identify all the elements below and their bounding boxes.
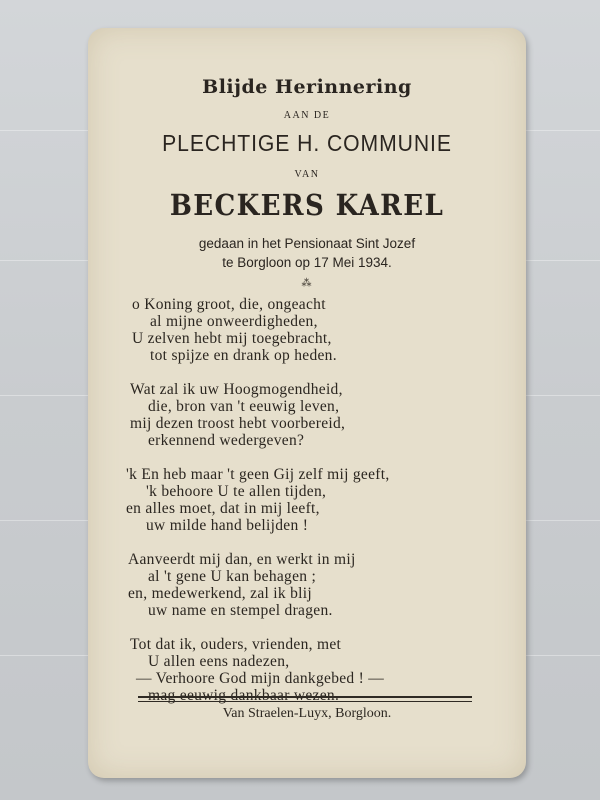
poem-line: Aanveerdt mij dan, en werkt in mij xyxy=(128,551,356,568)
poem-line: Tot dat ik, ouders, vrienden, met xyxy=(130,636,342,653)
poem-line: erkennend wedergeven? xyxy=(148,432,305,449)
poem-line: uw milde hand belijden ! xyxy=(146,517,309,534)
poem-line: mij dezen troost hebt voorbereid, xyxy=(130,415,346,432)
poem-stanza xyxy=(124,381,504,449)
poem-line: al 't gene U kan behagen ; xyxy=(148,568,317,585)
poem-line: 'k En heb maar 't geen Gij zelf mij geeft, xyxy=(126,466,390,483)
poem-line: — Verhoore God mijn dankgebed ! — xyxy=(136,670,385,687)
memorial-card xyxy=(88,28,526,778)
occasion-title: PLECHTIGE H. COMMUNIE xyxy=(162,130,452,156)
poem-line: al mijne onweerdigheden, xyxy=(150,313,318,330)
poem-line: uw name en stempel dragen. xyxy=(148,602,333,619)
poem-line: die, bron van 't eeuwig leven, xyxy=(148,398,340,415)
poem-line: U allen eens nadezen, xyxy=(148,653,290,670)
place-date xyxy=(88,234,526,272)
poem-stanza xyxy=(124,636,504,704)
place-line-2: te Borgloon op 17 Mei 1934. xyxy=(222,255,392,270)
aan-de-label: AAN DE xyxy=(283,110,331,121)
place-line-1: gedaan in het Pensionaat Sint Jozef xyxy=(198,236,416,251)
poem-line: 'k behoore U te allen tijden, xyxy=(146,483,327,500)
card-heading: Blijde Herinnering xyxy=(202,76,412,98)
poem-line: mag eeuwig dankbaar wezen. xyxy=(148,687,340,704)
poem-line: o Koning groot, die, ongeacht xyxy=(132,296,326,313)
poem-stanza xyxy=(124,296,504,364)
poem-line: en alles moet, dat in mij leeft, xyxy=(126,500,320,517)
person-name: BECKERS KAREL xyxy=(169,188,445,222)
poem xyxy=(124,296,504,721)
poem-line: tot spijze en drank op heden. xyxy=(150,347,337,364)
ornament-icon: ⁂ xyxy=(301,278,313,289)
footer-divider xyxy=(138,696,472,702)
poem-line: Wat zal ik uw Hoogmogendheid, xyxy=(130,381,343,398)
poem-stanza xyxy=(124,551,504,619)
van-label: VAN xyxy=(294,169,320,180)
printer-credit: Van Straelen-Luyx, Borgloon. xyxy=(222,706,392,721)
poem-line: en, medewerkend, zal ik blij xyxy=(128,585,313,602)
poem-line: U zelven hebt mij toegebracht, xyxy=(132,330,332,347)
poem-stanza xyxy=(124,466,504,534)
